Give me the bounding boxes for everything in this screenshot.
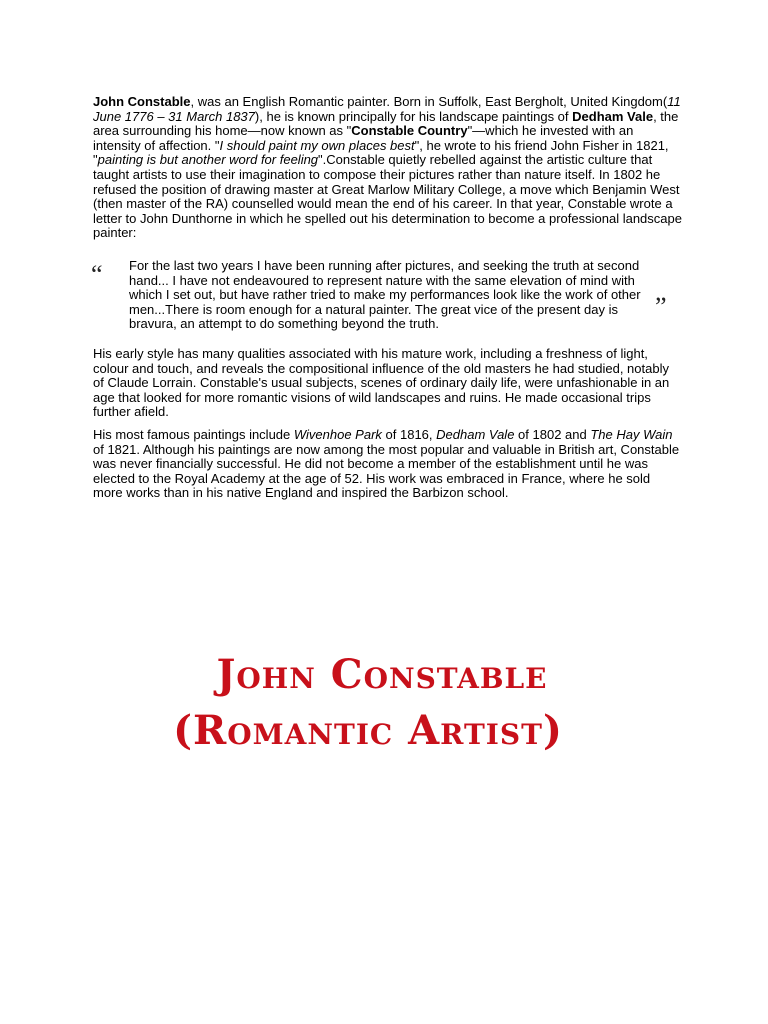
intro-text-6: ".Constable quietly rebelled against the artistic culture that taught artists to use their imagination to compose their pictures rather than nature itself. In 1802 he refused the position of drawing master at Great Marlow Military College, a move which Benjamin West (then master of the RA) counselled would mean the end of his career. In that year, Constable wrote a letter to John Dunthorne in which he spelled out his determination to become a professional landscape painter: [93, 152, 682, 241]
close-quote-mark: ” [655, 292, 666, 321]
famous-paintings-paragraph [93, 428, 683, 501]
intro-paragraph [93, 95, 683, 241]
intro-text-4: "—which he invested with an intensity of affection. " [93, 123, 634, 153]
painting-hay-wain: The Hay Wain [590, 427, 673, 442]
constable-country-bold: Constable Country [351, 123, 468, 139]
intro-text-2: ), he is known principally for his landscape paintings of [254, 108, 573, 124]
quote-painting-feeling: painting is but another word for feeling [97, 152, 319, 168]
letter-blockquote: For the last two years I have been running after pictures, and seeking the truth at second hand... I have not endeavoured to represent nature with the same elevation of mind with which I set out, but have rather tried to make my performances look like the work of other men...There is room enough for a natural painter. The great vice of the present day is bravura, an attempt to do something beyond the truth. [129, 258, 641, 332]
artist-name: John Constable [93, 94, 191, 109]
quote-own-places: I should paint my own places best [219, 137, 415, 153]
paintings-text-1: His most famous paintings include [93, 427, 294, 442]
open-quote-mark: “ [91, 260, 102, 289]
intro-text-5: ", he wrote to his friend John Fisher in 1821, " [93, 137, 669, 168]
painting-wivenhoe-park: Wivenhoe Park [293, 427, 382, 442]
intro-text-1: , was an English Romantic painter. Born in Suffolk, East Bergholt, United Kingdom( [190, 94, 668, 109]
early-style-paragraph: His early style has many qualities associated with his mature work, including a freshness of light, colour and touch, and reveals the compositional influence of the old masters he had studied, notably of Claude Lorrain. Constable's usual subjects, scenes of ordinary daily life, were unfashionable in an age that looked for more romantic visions of wild landscapes and ruins. He made occasional trips further afield. [93, 346, 670, 420]
painting-dedham-vale: Dedham Vale [436, 427, 515, 442]
life-dates: 11 June 1776 – 31 March 1837 [93, 94, 681, 124]
title-line-2: (Romantic Artist) [173, 707, 563, 754]
dedham-vale-bold: Dedham Vale [572, 108, 654, 124]
intro-text-3: , the area surrounding his home—now known as " [93, 108, 679, 139]
paintings-text-2: of 1816, [381, 427, 437, 442]
paintings-text-3: of 1802 and [514, 427, 591, 442]
title-line-1: John Constable [216, 651, 548, 698]
paintings-text-4: of 1821. Although his paintings are now among the most popular and valuable in British art, Constable was never financially successful. He did not become a member of the establishment until he was elected to the Royal Academy at the age of 52. His work was embraced in France, where he sold more works than in his native England and inspired the Barbizon school. [93, 441, 680, 501]
